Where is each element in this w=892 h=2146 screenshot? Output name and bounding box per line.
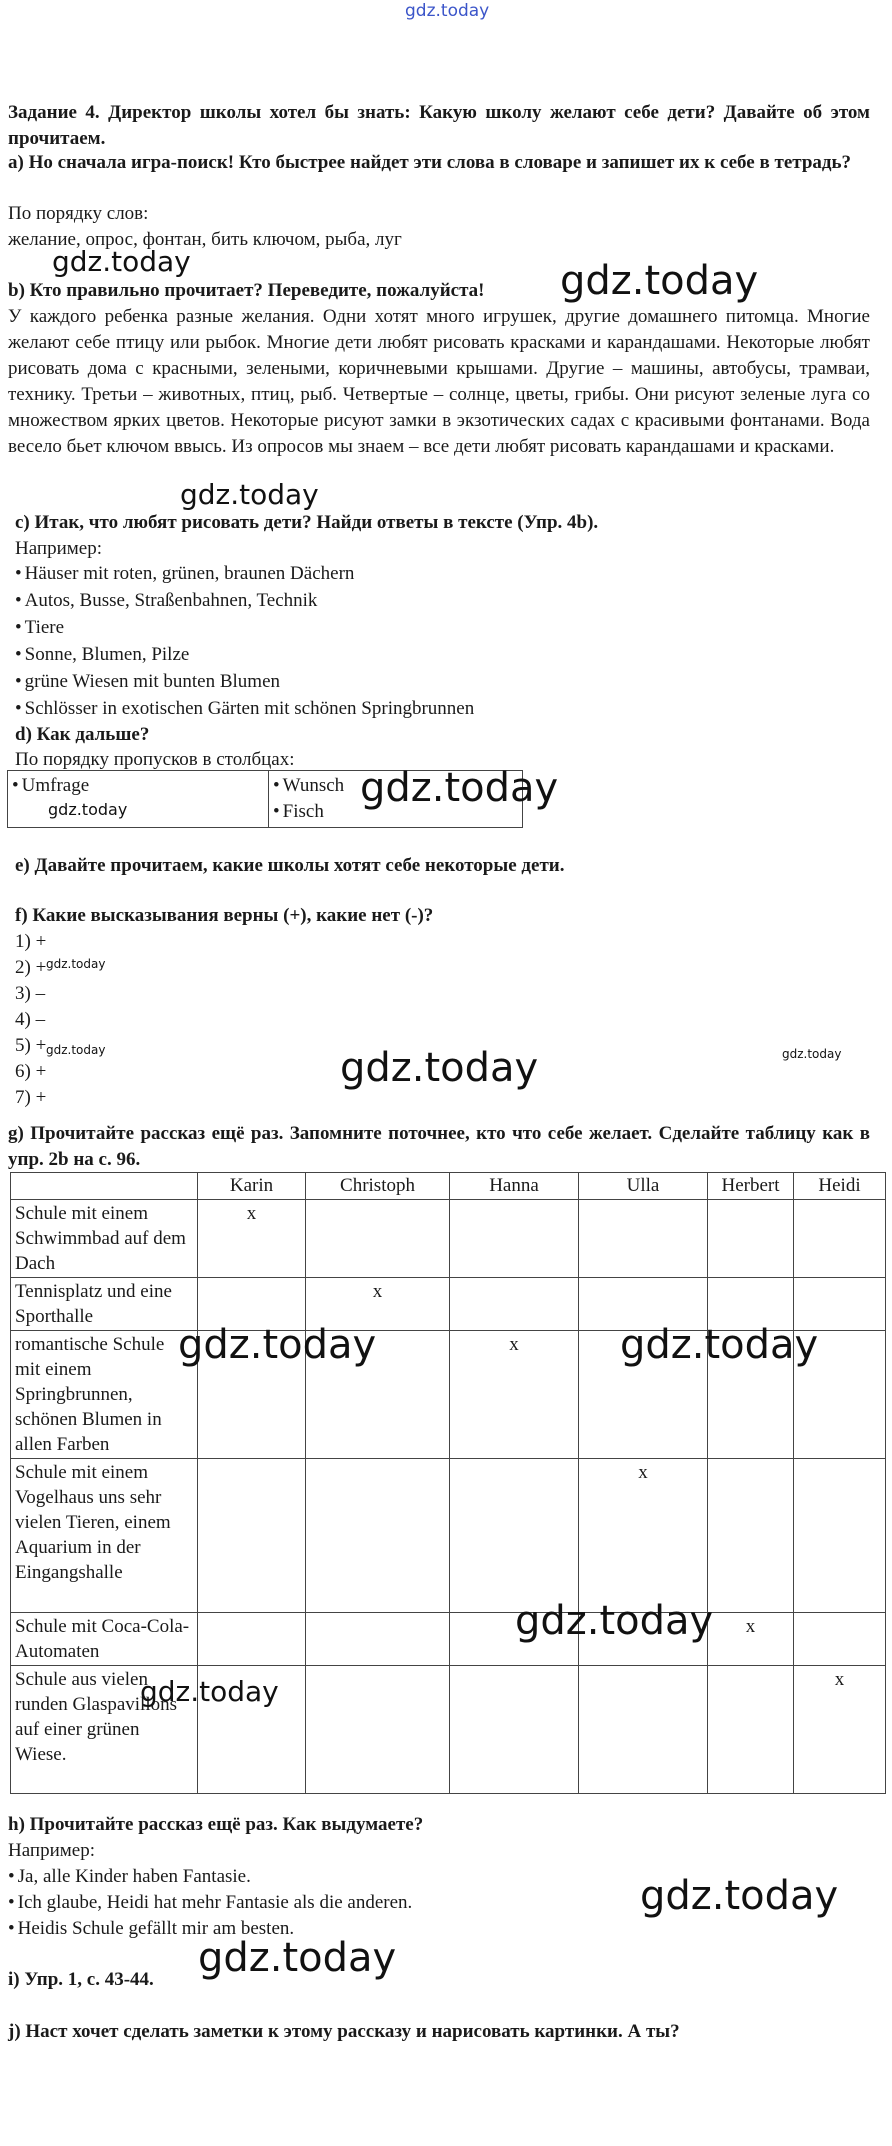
column-header: Christoph: [306, 1173, 450, 1200]
mark-cell: x: [306, 1278, 450, 1331]
section-a-intro: По порядку слов:: [8, 203, 149, 224]
mark-cell: [450, 1278, 579, 1331]
mark-cell: [794, 1200, 886, 1278]
cell-word: • Fisch: [273, 799, 518, 825]
header-cell-empty: [11, 1173, 198, 1200]
watermark: gdz.today: [48, 800, 128, 819]
mark-cell: [708, 1200, 794, 1278]
section-h-question: h) Прочитайте рассказ ещё раз. Как выдумаете?: [8, 1814, 424, 1835]
mark-cell: [794, 1613, 886, 1666]
answer-line: 6) +: [15, 1061, 47, 1082]
list-item: • Ja, alle Kinder haben Fantasie.: [8, 1864, 251, 1890]
watermark: gdz.today: [46, 957, 106, 971]
mark-cell: x: [708, 1613, 794, 1666]
watermark: gdz.today: [640, 1873, 839, 1919]
list-item: • Tiere: [15, 615, 64, 641]
mark-cell: [708, 1459, 794, 1613]
mark-cell: [306, 1200, 450, 1278]
mark-cell: [708, 1666, 794, 1794]
column-header: Herbert: [708, 1173, 794, 1200]
top-watermark-link[interactable]: gdz.today: [405, 1, 490, 21]
mark-cell: x: [579, 1459, 708, 1613]
list-item: • Autos, Busse, Straßenbahnen, Technik: [15, 588, 317, 614]
mark-cell: [306, 1666, 450, 1794]
mark-cell: [306, 1613, 450, 1666]
watermark: gdz.today: [620, 1322, 819, 1368]
table-row: [11, 1200, 886, 1278]
row-label: Schule mit Coca-Cola-Automaten: [11, 1613, 198, 1666]
column-header: Ulla: [579, 1173, 708, 1200]
mark-cell: x: [794, 1666, 886, 1794]
section-b-question: b) Кто правильно прочитает? Переведите, пожалуйста!: [8, 280, 485, 301]
row-label: Schule aus vielen runden Glaspavillons auf einer grünen Wiese.: [11, 1666, 198, 1794]
watermark: gdz.today: [340, 1045, 539, 1091]
watermark: gdz.today: [782, 1047, 842, 1061]
mark-cell: x: [450, 1331, 579, 1459]
row-label: Schule mit einem Schwimmbad auf dem Dach: [11, 1200, 198, 1278]
list-item: • grüne Wiesen mit bunten Blumen: [15, 669, 280, 695]
watermark: gdz.today: [46, 1043, 106, 1057]
mark-cell: [198, 1613, 306, 1666]
row-label: romantische Schule mit einem Springbrunnen, schönen Blumen in allen Farben: [11, 1331, 198, 1459]
watermark: gdz.today: [515, 1598, 714, 1644]
mark-cell: [579, 1666, 708, 1794]
mark-cell: [794, 1459, 886, 1613]
list-item: • Häuser mit roten, grünen, braunen Dächern: [15, 561, 354, 587]
task-title: Задание 4. Директор школы хотел бы знать: Какую школу желают себе дети? Давайте об этом прочитаем.: [8, 102, 870, 149]
list-item: • Ich glaube, Heidi hat mehr Fantasie als die anderen.: [8, 1890, 412, 1916]
mark-cell: [579, 1200, 708, 1278]
mark-cell: [450, 1200, 579, 1278]
section-e-question: e) Давайте прочитаем, какие школы хотят себе некоторые дети.: [15, 855, 565, 876]
answer-line: 7) +: [15, 1087, 47, 1108]
watermark: gdz.today: [180, 478, 319, 511]
table-cell: [8, 771, 269, 828]
answer-line: 3) –: [15, 983, 46, 1004]
mark-cell: [450, 1666, 579, 1794]
mark-cell: [306, 1459, 450, 1613]
section-j-text: j) Наст хочет сделать заметки к этому рассказу и нарисовать картинки. А ты?: [8, 2021, 680, 2042]
column-header: Hanna: [450, 1173, 579, 1200]
row-label: Tennisplatz und eine Sporthalle: [11, 1278, 198, 1331]
watermark: gdz.today: [360, 765, 559, 811]
section-a-question: a) Но сначала игра-поиск! Кто быстрее найдет эти слова в словаре и запишет их к себе в тетрадь?: [8, 152, 852, 173]
answer-line: 1) +: [15, 931, 47, 952]
section-h-intro: Например:: [8, 1840, 95, 1861]
section-c-intro: Например:: [15, 538, 102, 559]
answer-line: 4) –: [15, 1009, 46, 1030]
watermark: gdz.today: [140, 1675, 279, 1708]
mark-cell: x: [198, 1200, 306, 1278]
table-row: [11, 1613, 886, 1666]
watermark: gdz.today: [198, 1935, 397, 1981]
section-c-question: c) Итак, что любят рисовать дети? Найди ответы в тексте (Упр. 4b).: [15, 512, 599, 533]
watermark: gdz.today: [52, 245, 191, 278]
answer-line: 2) +: [15, 957, 47, 978]
mark-cell: [450, 1459, 579, 1613]
answer-line: 5) +: [15, 1035, 47, 1056]
table-row: [11, 1459, 886, 1613]
cell-word: • Umfrage: [12, 773, 264, 799]
cell-word: • Wunsch: [273, 773, 518, 799]
column-header: Heidi: [794, 1173, 886, 1200]
section-b-text: У каждого ребенка разные желания. Одни хотят много игрушек, другие домашнего питомца. Многие желают себе птицу или рыбок. Многие дети любят рисовать красками и карандашами. Некоторые любят рисовать дома с красными, зелеными, коричневыми крышами. Другие – машины, автобусы, трамваи, технику. Третьи – животных, птиц, рыб. Четвертые – солнце, цветы, грибы. Они рисуют зеленые луга со множеством ярких цветов. Некоторые рисуют замки в экзотических садах с красивыми фонтанами. Вода весело бьет ключом ввысь. Из опросов мы знаем – все дети любят рисовать карандашами и красками.: [8, 306, 870, 457]
row-label: Schule mit einem Vogelhaus uns sehr vielen Tieren, einem Aquarium in der Eingangshalle: [11, 1459, 198, 1613]
section-d-intro: По порядку пропусков в столбцах:: [15, 749, 295, 770]
watermark: gdz.today: [178, 1322, 377, 1368]
section-i-text: i) Упр. 1, с. 43-44.: [8, 1969, 154, 1990]
section-f-question: f) Какие высказывания верны (+), какие нет (-)?: [15, 905, 434, 926]
watermark: gdz.today: [560, 258, 759, 304]
column-header: Karin: [198, 1173, 306, 1200]
list-item: • Sonne, Blumen, Pilze: [15, 642, 189, 668]
mark-cell: [198, 1459, 306, 1613]
section-g-question: g) Прочитайте рассказ ещё раз. Запомните поточнее, кто что себе желает. Сделайте таблицу как в упр. 2b на с. 96.: [8, 1123, 870, 1170]
section-a-words: желание, опрос, фонтан, бить ключом, рыба, луг: [8, 229, 402, 250]
list-item: • Heidis Schule gefällt mir am besten.: [8, 1916, 294, 1942]
section-d-question: d) Как дальше?: [15, 724, 150, 745]
table-header-row: [11, 1173, 886, 1200]
list-item: • Schlösser in exotischen Gärten mit schönen Springbrunnen: [15, 696, 474, 722]
